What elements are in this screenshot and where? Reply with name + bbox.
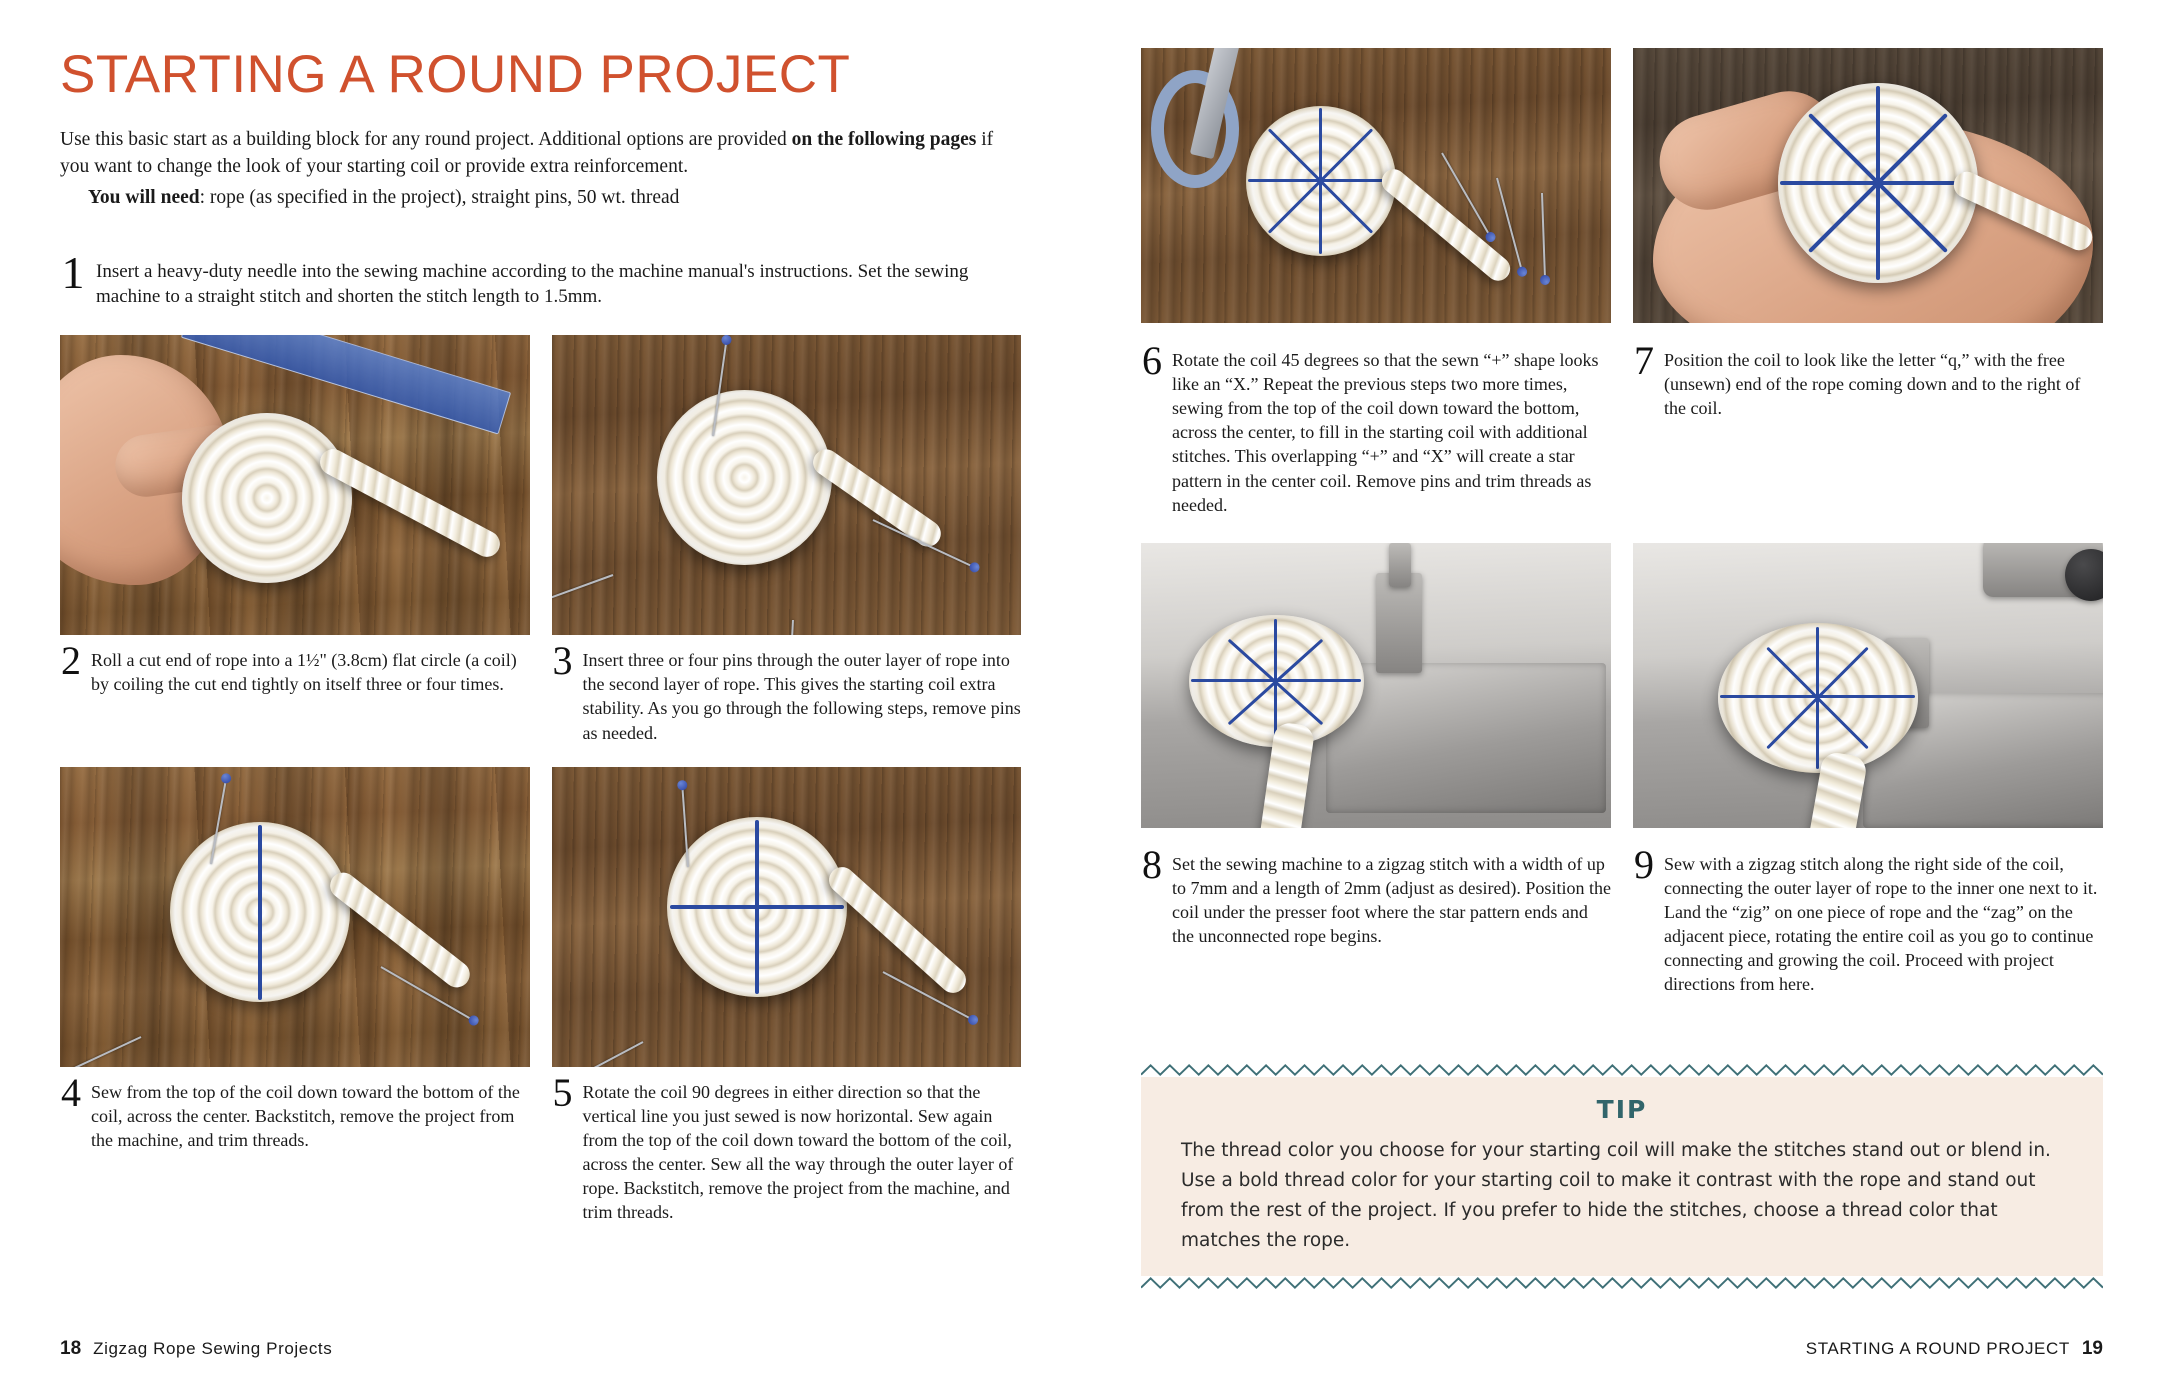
photo-coil-with-ruler xyxy=(60,335,530,635)
needle-plate xyxy=(1326,663,1606,813)
figure-step-2 xyxy=(60,335,530,744)
step-1 xyxy=(60,246,1021,310)
zigzag-border-bottom xyxy=(1141,1276,2103,1290)
step-text: Sew with a zigzag stitch along the right side of the coil, connecting the outer layer of rope to the inner one next to it. Land the “zig” on one piece of rope and the “zag” on the adjacent piece, rotating the entire coil as you go to continue connecting and growing the coil. Proceed with project directions from here. xyxy=(1664,853,2098,995)
caption-step-9 xyxy=(1633,841,2103,997)
running-head: STARTING A ROUND PROJECT xyxy=(1805,1339,2070,1358)
step-number: 5 xyxy=(552,1069,573,1115)
step-text: Rotate the coil 45 degrees so that the sewn “+” shape looks like an “X.” Repeat the previous steps two more times, sewing from the top of the coil down toward the bottom, across the center, to fill in the starting coil with additional stitches. This overlapping “+” and “X” will create a star pattern in the center coil. Remove pins and trim threads as needed. xyxy=(1172,350,1599,515)
photo-coil-star-with-scissors xyxy=(1141,48,1611,323)
captions-8-9 xyxy=(1141,839,2103,997)
photo-machine-position xyxy=(1141,543,1611,828)
caption-step-4 xyxy=(60,1069,530,1152)
intro-text-bold: on the following pages xyxy=(791,129,977,150)
presser-foot-shank xyxy=(1389,543,1411,587)
footer-right xyxy=(1806,1338,2103,1360)
page-number: 19 xyxy=(2081,1338,2103,1359)
photo-grid-top xyxy=(60,335,1021,744)
step-number: 1 xyxy=(61,246,85,298)
caption-step-6 xyxy=(1141,338,1611,517)
materials-text: : rope (as specified in the project), straight pins, 50 wt. thread xyxy=(199,186,680,208)
page-number: 18 xyxy=(60,1338,82,1359)
materials-label: You will need xyxy=(88,186,200,208)
step-number: 2 xyxy=(61,638,81,684)
photo-coil-with-pins xyxy=(552,335,1022,635)
step-text: Roll a cut end of rope into a 1½" (3.8cm) flat circle (a coil) by coiling the cut end tightly on itself three or four times. xyxy=(91,650,517,695)
photo-coil-in-hand xyxy=(1633,48,2103,323)
photo-grid-bottom-right xyxy=(1141,543,2103,828)
caption-step-3 xyxy=(552,638,1022,744)
step-number: 9 xyxy=(1634,841,1654,887)
caption-step-5 xyxy=(552,1069,1022,1225)
tip-callout xyxy=(1141,1063,2103,1290)
step-text: Insert three or four pins through the outer layer of rope into the second layer of rope. This gives the starting coil extra stability. As you go through the following steps, remove pins as needed. xyxy=(582,650,1021,743)
step-text: Insert a heavy-duty needle into the sewing machine according to the machine manual's instructions. Set the sewing machine to a straight stitch and shorten the stitch length to 1.5mm. xyxy=(96,260,969,307)
captions-6-7 xyxy=(1141,335,2103,517)
tip-text: The thread color you choose for your starting coil will make the stitches stand out or blend in. Use a bold thread color for your starting coil to make it contrast with the rope and stand out from the rest of the project. If you prefer to hide the stitches, choose a thread color that matches the rope. xyxy=(1181,1140,2051,1252)
photo-grid-top-right xyxy=(1141,48,2103,323)
step-number: 3 xyxy=(552,638,573,684)
zigzag-border-top xyxy=(1141,1063,2103,1077)
presser-foot xyxy=(1376,573,1422,673)
figure-step-4 xyxy=(60,767,530,1225)
tip-box xyxy=(1141,1077,2103,1276)
rope-coil xyxy=(657,390,832,565)
materials-line xyxy=(60,185,1021,212)
figure-step-5 xyxy=(552,767,1022,1225)
footer-left xyxy=(60,1338,332,1360)
step-number: 8 xyxy=(1142,841,1162,887)
photo-coil-cross-stitch xyxy=(552,767,1022,1067)
step-text: Sew from the top of the coil down toward the bottom of the coil, across the center. Backstitch, remove the project from the machine, and trim threads. xyxy=(91,1081,520,1150)
step-number: 4 xyxy=(61,1069,81,1115)
page-title: STARTING A ROUND PROJECT xyxy=(60,45,851,104)
caption-step-8 xyxy=(1141,841,1611,997)
intro-text-part-2: if you want to change the look of your starting coil or provide extra reinforcement. xyxy=(60,129,994,177)
stitch-line xyxy=(258,825,262,1000)
step-number: 7 xyxy=(1634,338,1654,383)
intro-text-part-1: Use this basic start as a building block for any round project. Additional options are provided xyxy=(60,129,792,150)
stitch-line-horizontal xyxy=(670,905,844,909)
caption-step-7 xyxy=(1633,338,2103,517)
photo-machine-zigzag xyxy=(1633,543,2103,828)
right-page xyxy=(1081,0,2163,1400)
rope-coil xyxy=(182,413,352,583)
left-page xyxy=(0,0,1081,1400)
step-number: 6 xyxy=(1142,338,1162,383)
caption-step-2 xyxy=(60,638,530,696)
running-head: Zigzag Rope Sewing Projects xyxy=(93,1339,333,1358)
tip-title: TIP xyxy=(1596,1095,1648,1125)
step-text: Rotate the coil 90 degrees in either direction so that the vertical line you just sewed is now horizontal. Sew again from the top of the coil down toward the bottom of the coil, across the center. Sew all the way through the outer layer of rope. Backstitch, remove the project from the machine, and trim threads. xyxy=(582,1081,1014,1223)
photo-grid-bottom xyxy=(60,767,1021,1225)
figure-step-3 xyxy=(552,335,1022,744)
photo-coil-sewn-line xyxy=(60,767,530,1067)
intro-paragraph xyxy=(60,127,1000,181)
step-text: Set the sewing machine to a zigzag stitch with a width of up to 7mm and a length of 2mm (adjust as desired). Position the coil under the presser foot where the star pattern ends and the unconnected rope begins. xyxy=(1172,853,1611,947)
step-text: Position the coil to look like the letter “q,” with the free (unsewn) end of the rope coming down and to the right of the coil. xyxy=(1664,350,2081,419)
